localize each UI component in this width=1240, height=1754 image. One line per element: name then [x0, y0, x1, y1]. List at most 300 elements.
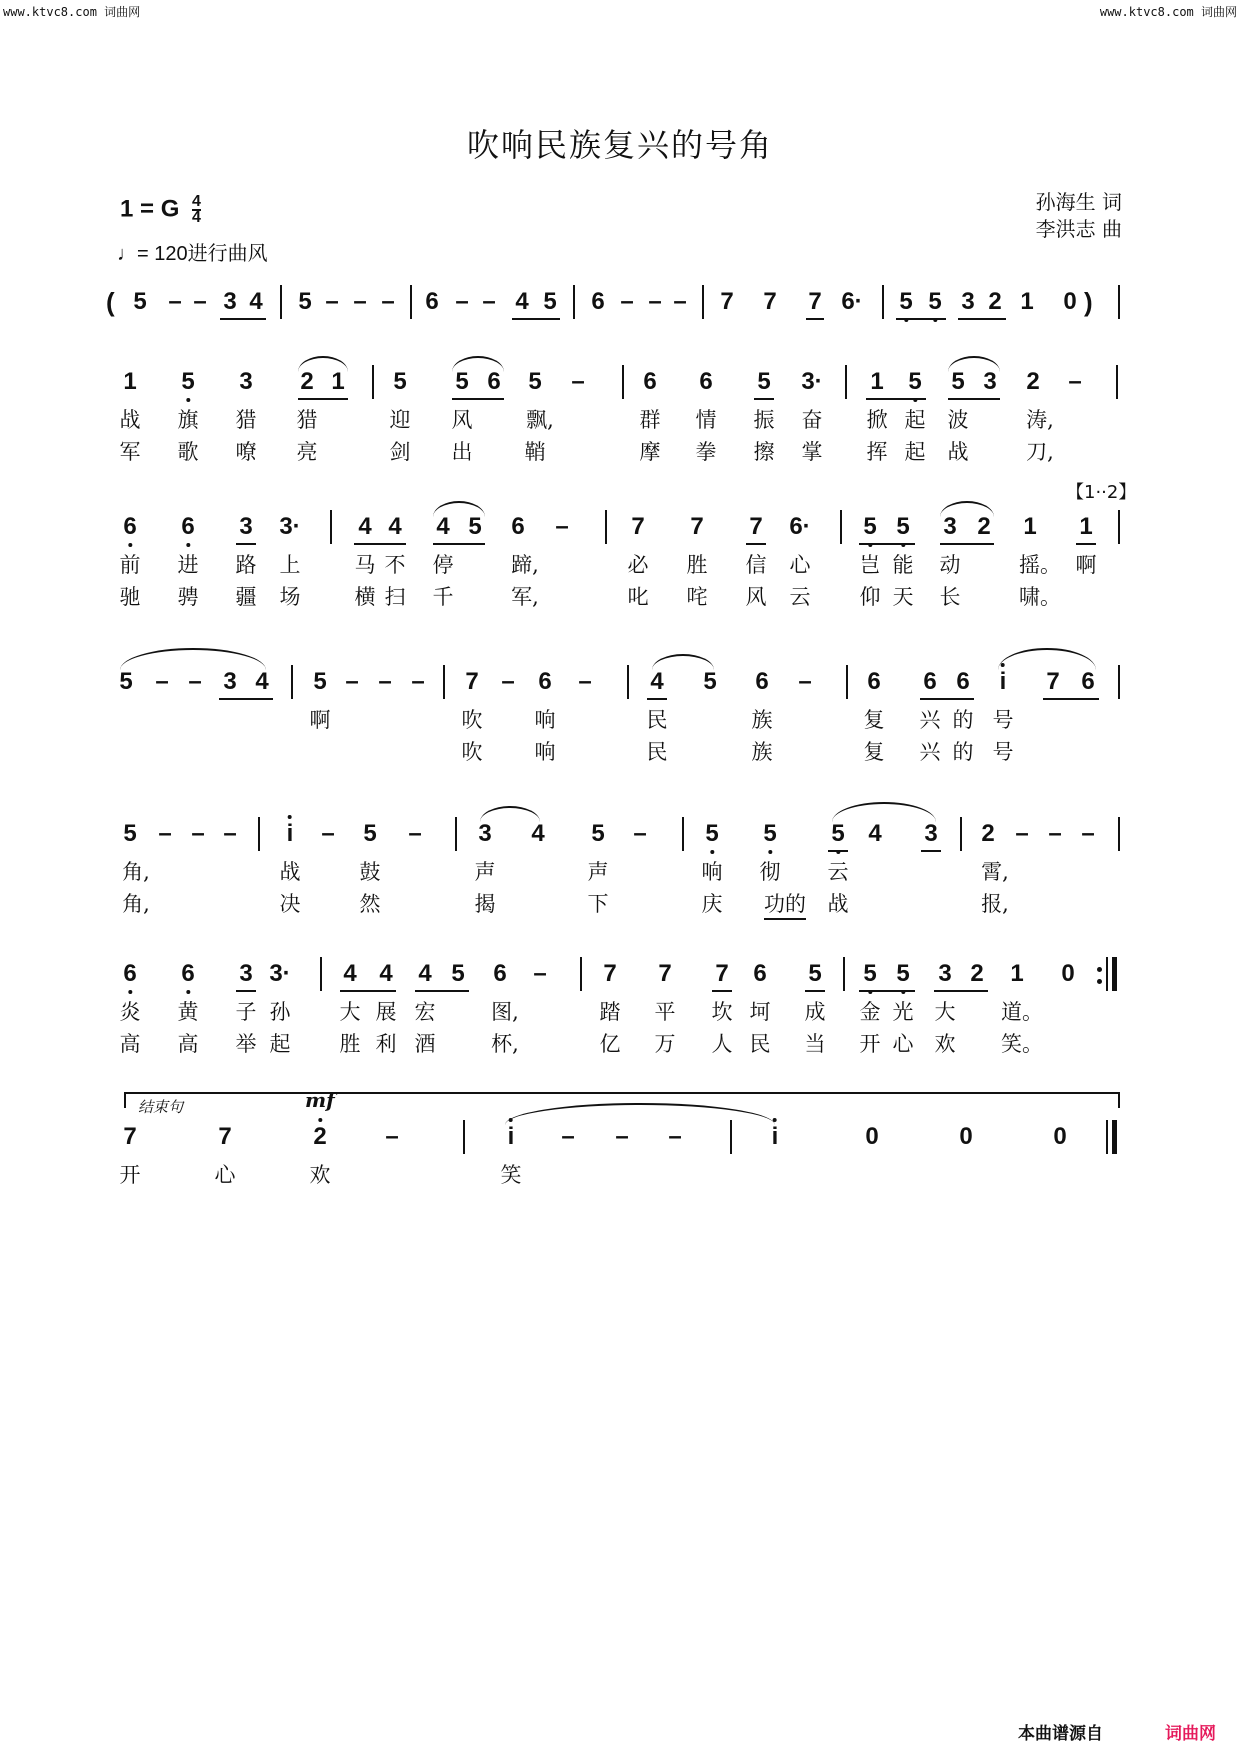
underline [940, 543, 994, 545]
lyric: 波 [947, 408, 969, 432]
volta-marking: 【1··2】 [1066, 482, 1137, 503]
note: 5 [468, 513, 482, 540]
lyric: 摩 [639, 440, 661, 464]
note: 3 [223, 668, 237, 695]
lyric: 亿 [599, 1032, 621, 1056]
tempo-marking: ♩= 120进行曲风 [117, 243, 268, 265]
lyric: 成 [804, 1000, 826, 1024]
lyric: 振 [753, 408, 775, 432]
lyric: 功的 [764, 894, 806, 920]
lyric: 霄, [981, 860, 1009, 884]
repeat-dot [1097, 967, 1102, 972]
barline [320, 957, 322, 991]
lyric: 人 [711, 1032, 733, 1056]
note: – [411, 668, 425, 695]
note: 5 [363, 820, 377, 847]
note: – [1081, 820, 1095, 847]
lyric: 心 [214, 1163, 236, 1187]
lyric: 声 [587, 860, 609, 884]
note: 4 [868, 820, 882, 847]
underline [1076, 543, 1096, 545]
barline [330, 510, 332, 544]
barline [702, 285, 704, 319]
lyric: 涛, [1026, 408, 1054, 432]
lyric: 横 [354, 585, 376, 609]
barline [443, 665, 445, 699]
note: 2 [1026, 368, 1040, 395]
lyric: 孙 [269, 1000, 291, 1024]
song-title: 吹响民族复兴的号角 [466, 126, 773, 164]
repeat-barline-thin [1106, 957, 1108, 991]
note: 3 [961, 288, 975, 315]
lyric: 响 [534, 740, 556, 764]
note: i [999, 668, 1007, 695]
lyric: 猎 [296, 408, 318, 432]
barline [843, 957, 845, 991]
barline [258, 817, 260, 851]
note: – [325, 288, 339, 315]
lyric: 马 [354, 553, 376, 577]
note: 3 [938, 960, 952, 987]
note: 7 [715, 960, 729, 987]
lyric: 蹄, [511, 553, 539, 577]
note: 4 [418, 960, 432, 987]
underline [298, 398, 348, 400]
lyric: 动 [939, 553, 961, 577]
lyric: 揭 [474, 892, 496, 916]
note: – [571, 368, 585, 395]
barline [1118, 817, 1120, 851]
underline [806, 318, 824, 320]
lyric: 长 [939, 585, 961, 609]
lyric: 掌 [801, 440, 823, 464]
barline [455, 817, 457, 851]
lyric: 响 [701, 860, 723, 884]
note: – [385, 1123, 399, 1150]
note: – [555, 513, 569, 540]
lyric: 笑。 [1001, 1032, 1043, 1056]
note: 5 [763, 820, 777, 847]
watermark-right: www.ktvc8.com 词曲网 [1099, 5, 1237, 19]
lyric: 擦 [753, 440, 775, 464]
lyric: 军 [119, 440, 141, 464]
note: 5 [951, 368, 965, 395]
note: 5 [928, 288, 942, 315]
note: 5 [181, 368, 195, 395]
note: 6 [538, 668, 552, 695]
barline [840, 510, 842, 544]
note: 3· [279, 513, 301, 540]
underline [828, 850, 848, 852]
underline [805, 990, 825, 992]
note: 6 [643, 368, 657, 395]
lyric: 彻 [759, 860, 781, 884]
lyric: 然 [359, 892, 381, 916]
lyric: 刀, [1026, 440, 1054, 464]
note: – [158, 820, 172, 847]
note: 6 [425, 288, 439, 315]
note: 5 [863, 960, 877, 987]
barline [627, 665, 629, 699]
barline [846, 665, 848, 699]
lyric: 情 [695, 408, 717, 432]
note: – [648, 288, 662, 315]
lyric: 咤 [686, 585, 708, 609]
note: – [668, 1123, 682, 1150]
note: 6 [956, 668, 970, 695]
lyric: 宏 [414, 1000, 436, 1024]
note: 1 [870, 368, 884, 395]
underline [920, 698, 974, 700]
lyric: 展 [375, 1000, 397, 1024]
note: 6 [1081, 668, 1095, 695]
note: 6 [923, 668, 937, 695]
note: 5 [298, 288, 312, 315]
lyric: 风 [745, 585, 767, 609]
lyric: 兴 [919, 740, 941, 764]
lyric: 旗 [177, 408, 199, 432]
lyric: 族 [751, 740, 773, 764]
note: – [193, 288, 207, 315]
lyric: 欢 [934, 1032, 956, 1056]
lyric: 战 [827, 892, 849, 916]
lyric: 高 [177, 1032, 199, 1056]
note: 4 [436, 513, 450, 540]
lyric: 拳 [695, 440, 717, 464]
lyric: 千 [432, 585, 454, 609]
lyric: 族 [751, 708, 773, 732]
note: 6 [181, 960, 195, 987]
note: 0 [1063, 288, 1077, 315]
composer-credit: 李洪志 曲 [1035, 217, 1122, 241]
note: 2 [313, 1123, 327, 1150]
note: 5 [899, 288, 913, 315]
note: 5 [451, 960, 465, 987]
note: 6 [755, 668, 769, 695]
note: – [633, 820, 647, 847]
lyric: 信 [745, 553, 767, 577]
note: – [1015, 820, 1029, 847]
underline [236, 543, 256, 545]
note: 1 [123, 368, 137, 395]
barline [622, 365, 624, 399]
note: 5 [591, 820, 605, 847]
note: – [455, 288, 469, 315]
note: – [482, 288, 496, 315]
lyric: 起 [904, 440, 926, 464]
note: 0 [1061, 960, 1075, 987]
lyric: 图, [491, 1000, 519, 1024]
note: – [561, 1123, 575, 1150]
lyric: 坷 [749, 1000, 771, 1024]
note: 6 [699, 368, 713, 395]
lyric: 子 [235, 1000, 257, 1024]
underline [866, 398, 926, 400]
note: 6 [867, 668, 881, 695]
note: 3 [239, 513, 253, 540]
watermark-left: www.ktvc8.com 词曲网 [3, 5, 141, 19]
note: 5 [908, 368, 922, 395]
note: 2 [300, 368, 314, 395]
lyric: 心 [789, 553, 811, 577]
lyric: 场 [279, 585, 301, 609]
lyric: 民 [749, 1032, 771, 1056]
note: 6 [487, 368, 501, 395]
lyric: 决 [279, 892, 301, 916]
lyric: 叱 [627, 585, 649, 609]
lyric: 胜 [686, 553, 708, 577]
lyric: 停 [432, 553, 454, 577]
note: – [1068, 368, 1082, 395]
lyric: 起 [269, 1032, 291, 1056]
lyric: 声 [474, 860, 496, 884]
note: 5 [543, 288, 557, 315]
note: 7 [720, 288, 734, 315]
barline [1118, 665, 1120, 699]
note: 0 [865, 1123, 879, 1150]
note: 4 [255, 668, 269, 695]
note: 0 [1053, 1123, 1067, 1150]
lyric: 仰 [859, 585, 881, 609]
underline [859, 543, 915, 545]
lyric: 大 [934, 1000, 956, 1024]
note: 4 [531, 820, 545, 847]
note: 6 [591, 288, 605, 315]
barline [291, 665, 293, 699]
barline [463, 1120, 465, 1154]
lyric: 号 [992, 740, 1014, 764]
lyric: 战 [279, 860, 301, 884]
final-barline-thick [1112, 1120, 1117, 1154]
underline [746, 543, 766, 545]
barline [410, 285, 412, 319]
note: 5 [757, 368, 771, 395]
note: 4 [650, 668, 664, 695]
lyric: 的 [952, 708, 974, 732]
lyric: 心 [892, 1032, 914, 1056]
lyric: 军, [511, 585, 539, 609]
lyric: 鞘 [524, 440, 546, 464]
underline [354, 543, 406, 545]
underline [219, 698, 273, 700]
lyric: 歌 [177, 440, 199, 464]
note: 5 [896, 513, 910, 540]
lyric: 进 [177, 553, 199, 577]
lyric: 啊 [309, 708, 331, 732]
underline [452, 398, 504, 400]
close-paren: ) [1084, 287, 1093, 317]
lyric: 鼓 [359, 860, 381, 884]
barline [682, 817, 684, 851]
note: 5 [133, 288, 147, 315]
lyric: 疆 [235, 585, 257, 609]
lyric: 不 [384, 553, 406, 577]
note: 7 [1046, 668, 1060, 695]
note: 3 [943, 513, 957, 540]
note: 1 [1010, 960, 1024, 987]
lyric: 岂 [859, 553, 881, 577]
lyric: 吹 [461, 740, 483, 764]
time-signature-bottom: 4 [192, 209, 201, 226]
note: 3· [801, 368, 823, 395]
note: – [191, 820, 205, 847]
repeat-barline-thick [1112, 957, 1117, 991]
note: 7 [465, 668, 479, 695]
note: 7 [658, 960, 672, 987]
note: – [378, 668, 392, 695]
lyric: 上 [279, 553, 301, 577]
lyric: 角, [122, 892, 150, 916]
note: 1 [1023, 513, 1037, 540]
note: – [188, 668, 202, 695]
note: – [345, 668, 359, 695]
note: – [533, 960, 547, 987]
lyric: 民 [646, 708, 668, 732]
note: 3 [223, 288, 237, 315]
lyric: 金 [859, 1000, 881, 1024]
note: 5 [703, 668, 717, 695]
note: – [673, 288, 687, 315]
lyric: 啸。 [1019, 585, 1061, 609]
lyric: 下 [587, 892, 609, 916]
lyric: 号 [992, 708, 1014, 732]
lyric: 出 [451, 440, 473, 464]
lyric: 开 [859, 1032, 881, 1056]
note: 6 [123, 960, 137, 987]
lyric: 酒 [414, 1032, 436, 1056]
underline [754, 398, 774, 400]
lyric: 响 [534, 708, 556, 732]
lyric: 路 [235, 553, 257, 577]
note: 2 [970, 960, 984, 987]
lyric: 欢 [309, 1163, 331, 1187]
note: – [615, 1123, 629, 1150]
note: 2 [988, 288, 1002, 315]
lyric: 杯, [491, 1032, 519, 1056]
lyric: 民 [646, 740, 668, 764]
note: 7 [603, 960, 617, 987]
note: i [771, 1123, 779, 1150]
note: 5 [896, 960, 910, 987]
note: 3 [239, 368, 253, 395]
note: 3 [239, 960, 253, 987]
slur [998, 648, 1096, 670]
lyric: 大 [339, 1000, 361, 1024]
lyric: 炎 [119, 1000, 141, 1024]
lyric: 前 [119, 553, 141, 577]
barline [580, 957, 582, 991]
lyric: 黄 [177, 1000, 199, 1024]
note: 1 [1079, 513, 1093, 540]
lyric: 当 [804, 1032, 826, 1056]
note: 4 [343, 960, 357, 987]
open-paren: ( [106, 287, 115, 317]
note: 7 [690, 513, 704, 540]
lyric: 驰 [119, 585, 141, 609]
lyric: 群 [639, 408, 661, 432]
note: 1 [331, 368, 345, 395]
lyric: 天 [892, 585, 914, 609]
lyric: 开 [119, 1163, 141, 1187]
note: 7 [808, 288, 822, 315]
lyric: 万 [654, 1032, 676, 1056]
note: 0 [959, 1123, 973, 1150]
note: 5 [831, 820, 845, 847]
repeat-dot [1097, 979, 1102, 984]
note: 6· [841, 288, 863, 315]
lyricist-credit: 孙海生 词 [1035, 190, 1122, 214]
lyric: 复 [863, 740, 885, 764]
note: – [501, 668, 515, 695]
underline [512, 318, 560, 320]
note: 7 [749, 513, 763, 540]
barline [280, 285, 282, 319]
note: 3· [269, 960, 291, 987]
lyric: 骋 [177, 585, 199, 609]
lyric: 扫 [384, 585, 406, 609]
slur [120, 648, 266, 670]
note: 4 [388, 513, 402, 540]
lyric: 奋 [801, 408, 823, 432]
lyric: 胜 [339, 1032, 361, 1056]
note: 7 [218, 1123, 232, 1150]
lyric: 风 [451, 408, 473, 432]
note: 5 [705, 820, 719, 847]
barline [605, 510, 607, 544]
barline [1118, 510, 1120, 544]
note: 5 [119, 668, 133, 695]
footer-site-logo[interactable]: 词曲网 [1165, 1724, 1216, 1744]
note: 4 [358, 513, 372, 540]
lyric: 平 [654, 1000, 676, 1024]
note: 5 [863, 513, 877, 540]
lyric: 利 [375, 1032, 397, 1056]
lyric: 云 [827, 860, 849, 884]
underline [415, 990, 469, 992]
lyric: 吹 [461, 708, 483, 732]
note: 4 [379, 960, 393, 987]
lyric: 角, [122, 860, 150, 884]
note: 5 [528, 368, 542, 395]
note: 6 [181, 513, 195, 540]
underline [340, 990, 396, 992]
lyric: 高 [119, 1032, 141, 1056]
lyric: 庆 [701, 892, 723, 916]
quarter-note-icon: ♩ [117, 243, 137, 265]
underline [896, 318, 946, 320]
note: 5 [455, 368, 469, 395]
lyric: 举 [235, 1032, 257, 1056]
underline [859, 990, 915, 992]
lyric: 必 [627, 553, 649, 577]
lyric: 剑 [389, 440, 411, 464]
note: 5 [393, 368, 407, 395]
note: 3 [983, 368, 997, 395]
note: i [286, 820, 294, 847]
final-barline-thin [1106, 1120, 1108, 1154]
footer-source-text: 本曲谱源自 [1018, 1724, 1103, 1744]
underline [647, 698, 667, 700]
note: 6 [753, 960, 767, 987]
lyric: 战 [947, 440, 969, 464]
barline [845, 365, 847, 399]
barline [730, 1120, 732, 1154]
key-signature: 1 = G $\frac{4}{4}$ [120, 193, 201, 226]
note: 3 [478, 820, 492, 847]
note: 7 [763, 288, 777, 315]
lyric: 复 [863, 708, 885, 732]
lyric: 笑 [500, 1163, 522, 1187]
